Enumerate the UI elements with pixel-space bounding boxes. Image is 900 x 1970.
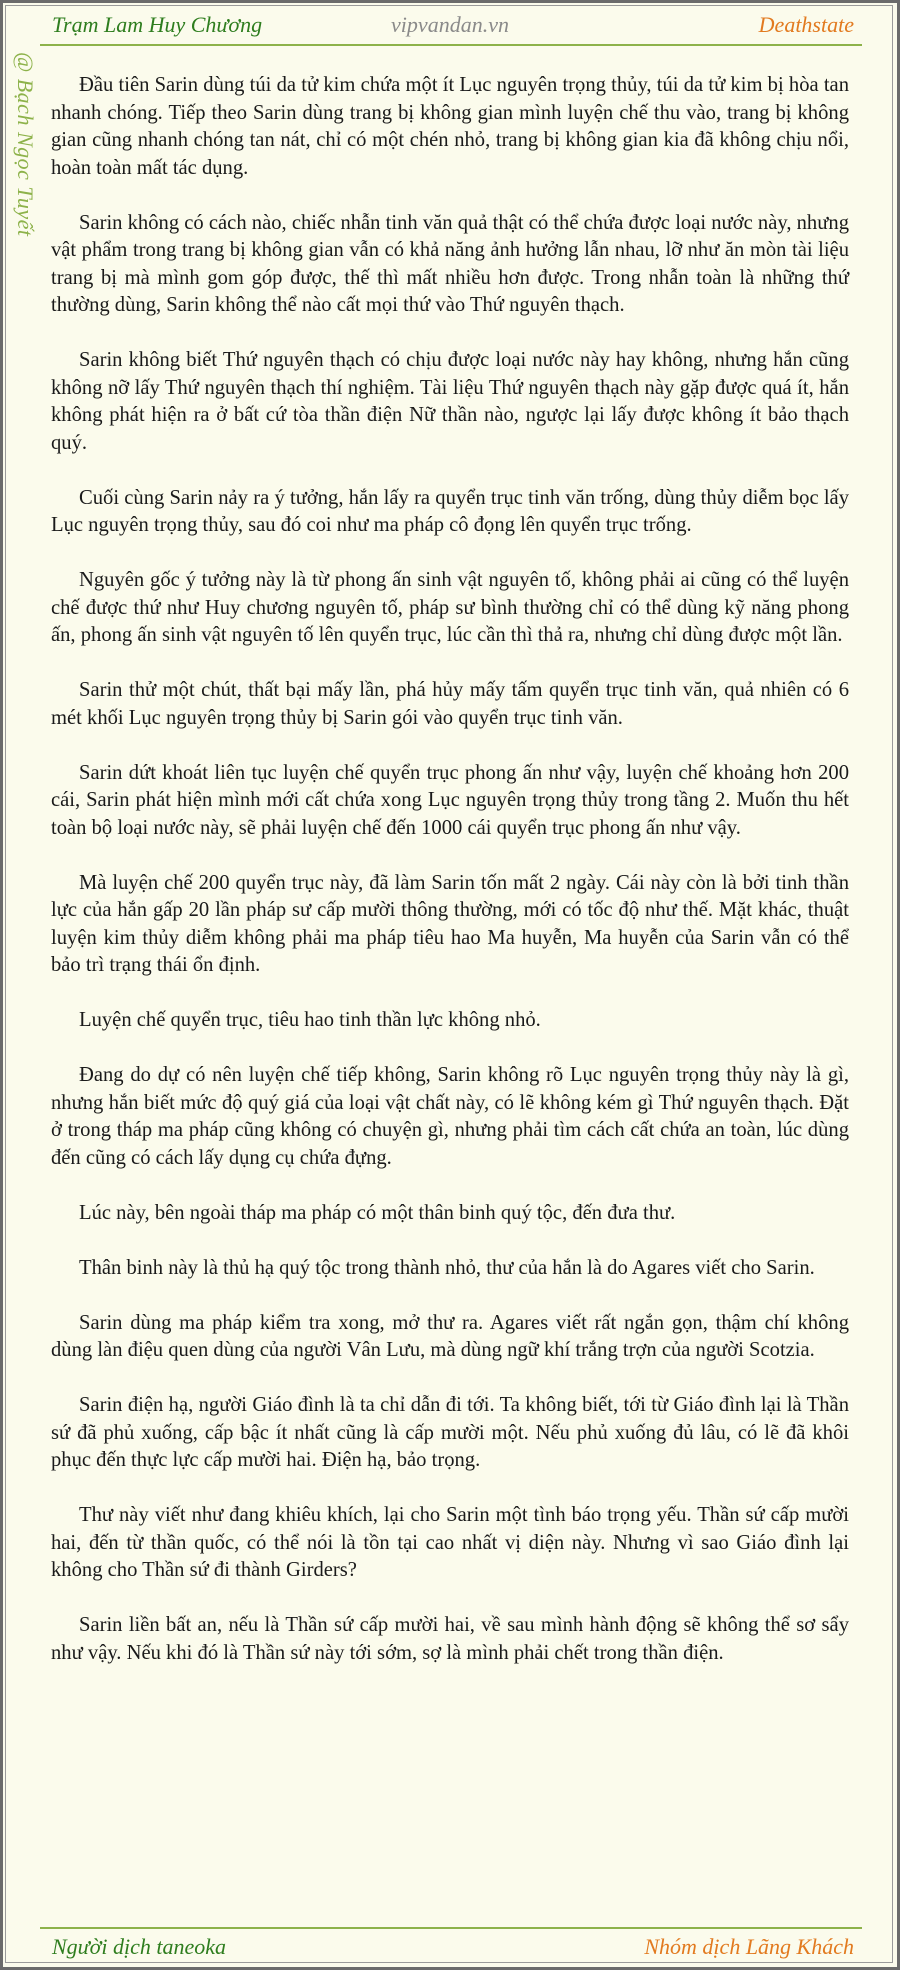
paragraph: Nguyên gốc ý tưởng này là từ phong ấn sinh vật nguyên tố, không phải ai cũng có thể luyện chế được thứ như Huy chương nguyên tố, pháp sư bình thường chỉ có thể dùng kỹ năng phong ấn, phong ấn sinh vật nguyên tố lên quyển trục, lúc cần thì thả ra, nhưng chỉ dùng được một lần. [51, 569, 849, 646]
paragraph: Thư này viết như đang khiêu khích, lại cho Sarin một tình báo trọng yếu. Thần sứ cấp mười hai, đến từ thần quốc, có thể nói là tồn tại cao nhất vị diện này. Nhưng vì sao Giáo đình lại không cho Thần sứ đi thành Girders? [51, 1504, 849, 1581]
paragraph: Thân binh này là thủ hạ quý tộc trong thành nhỏ, thư của hắn là do Agares viết cho Sarin. [79, 1256, 815, 1279]
paragraph: Đầu tiên Sarin dùng túi da tử kim chứa một ít Lục nguyên trọng thủy, túi da tử kim bị hòa tan nhanh chóng. Tiếp theo Sarin dùng trang bị không gian mình luyện chế thu vào, trang bị không gian cũng nhanh chóng tan nát, chỉ có một chén nhỏ, trang bị không gian kia đã không chịu nổi, hoàn toàn mất tác dụng. [51, 74, 849, 179]
footer-divider [40, 1927, 862, 1929]
page-header [38, 10, 862, 40]
paragraph: Mà luyện chế 200 quyển trục này, đã làm Sarin tốn mất 2 ngày. Cái này còn là bởi tinh thần lực của hắn gấp 20 lần pháp sư cấp mười thông thường, mới có tốc độ như thế. Mặt khác, thuật luyện kim thủy diễm không phải ma pháp tiêu hao Ma huyễn, Ma huyễn của Sarin vẫn có thể bảo trì trạng thái ổn định. [51, 871, 849, 976]
footer-translator: Người dịch taneoka [52, 1934, 227, 1959]
paragraph: Cuối cùng Sarin nảy ra ý tưởng, hắn lấy ra quyển trục tinh văn trống, dùng thủy diễm bọc lấy Lục nguyên trọng thủy, sau đó coi như ma pháp cô đọng lên quyển trục trống. [51, 486, 849, 536]
paragraph: Sarin dứt khoát liên tục luyện chế quyển trục phong ấn như vậy, luyện chế khoảng hơn 200 cái, Sarin phát hiện mình mới cất chứa xong Lục nguyên trọng thủy trong tầng 2. Muốn thu hết toàn bộ loại nước này, sẽ phải luyện chế đến 1000 cái quyển trục phong ấn như vậy. [51, 761, 849, 839]
paragraph: Sarin thử một chút, thất bại mấy lần, phá hủy mấy tấm quyển trục tinh văn, quả nhiên có 6 mét khối Lục nguyên trọng thủy bị Sarin gói vào quyển trục tinh văn. [51, 679, 849, 729]
paragraph: Sarin dùng ma pháp kiểm tra xong, mở thư ra. Agares viết rất ngắn gọn, thậm chí không dùng làn điệu quen dùng của người Vân Lưu, mà dùng ngữ khí trắng trợn của người Scotzia. [51, 1311, 849, 1361]
paragraph: Sarin không có cách nào, chiếc nhẫn tinh văn quả thật có thể chứa được loại nước này, nhưng vật phẩm trong trang bị không gian vẫn có khả năng ảnh hưởng lẫn nhau, lỡ như ăn mòn tài liệu trang bị mà mình gom góp được, thế thì mất nhiều hơn được. Trong nhẫn toàn là những thứ thường dùng, Sarin không thể nào cất mọi thứ vào Thứ nguyên thạch. [51, 211, 849, 316]
header-website: vipvandan.vn [391, 12, 509, 37]
paragraph: Sarin liền bất an, nếu là Thần sứ cấp mười hai, về sau mình hành động sẽ không thể sơ sẩy như vậy. Nếu khi đó là Thần sứ này tới sớm, sợ là mình phải chết trong thần điện. [51, 1614, 849, 1664]
header-book-title: Trạm Lam Huy Chương [52, 12, 263, 37]
side-credit: @ Bạch Ngọc Tuyết [13, 52, 38, 237]
header-author: Deathstate [758, 12, 854, 37]
paragraph: Sarin không biết Thứ nguyên thạch có chịu được loại nước này hay không, nhưng hắn cũng không nỡ lấy Thứ nguyên thạch thí nghiệm. Tài liệu Thứ nguyên thạch này gặp được quá ít, hắn không phát hiện ra ở bất cứ tòa thần điện Nữ thần nào, ngược lại lấy được không ít bảo thạch quý. [51, 349, 849, 454]
paragraph: Luyện chế quyển trục, tiêu hao tinh thần lực không nhỏ. [79, 1009, 541, 1031]
paragraph: Đang do dự có nên luyện chế tiếp không, Sarin không rõ Lục nguyên trọng thủy này là gì, nhưng hắn biết mức độ quý giá của loại vật chất này, có lẽ không kém gì Thứ nguyên thạch. Đặt ở trong tháp ma pháp cũng không có chuyện gì, nhưng phải tìm cách cất chứa an toàn, lúc dùng đến cũng có cách lấy dụng cụ chứa đựng. [51, 1064, 849, 1169]
footer-group: Nhóm dịch Lãng Khách [644, 1934, 854, 1959]
header-divider [40, 44, 862, 46]
paragraph: Sarin điện hạ, người Giáo đình là ta chỉ dẫn đi tới. Ta không biết, tới từ Giáo đình lại là Thần sứ đã phủ xuống, cấp bậc ít nhất cũng là cấp mười một. Nếu phủ xuống đủ lâu, có lẽ đã khôi phục đến thực lực cấp mười hai. Điện hạ, bảo trọng. [51, 1394, 849, 1471]
paragraph: Lúc này, bên ngoài tháp ma pháp có một thân binh quý tộc, đến đưa thư. [79, 1201, 676, 1224]
page-footer [38, 1932, 862, 1962]
chapter-body [51, 72, 849, 1695]
